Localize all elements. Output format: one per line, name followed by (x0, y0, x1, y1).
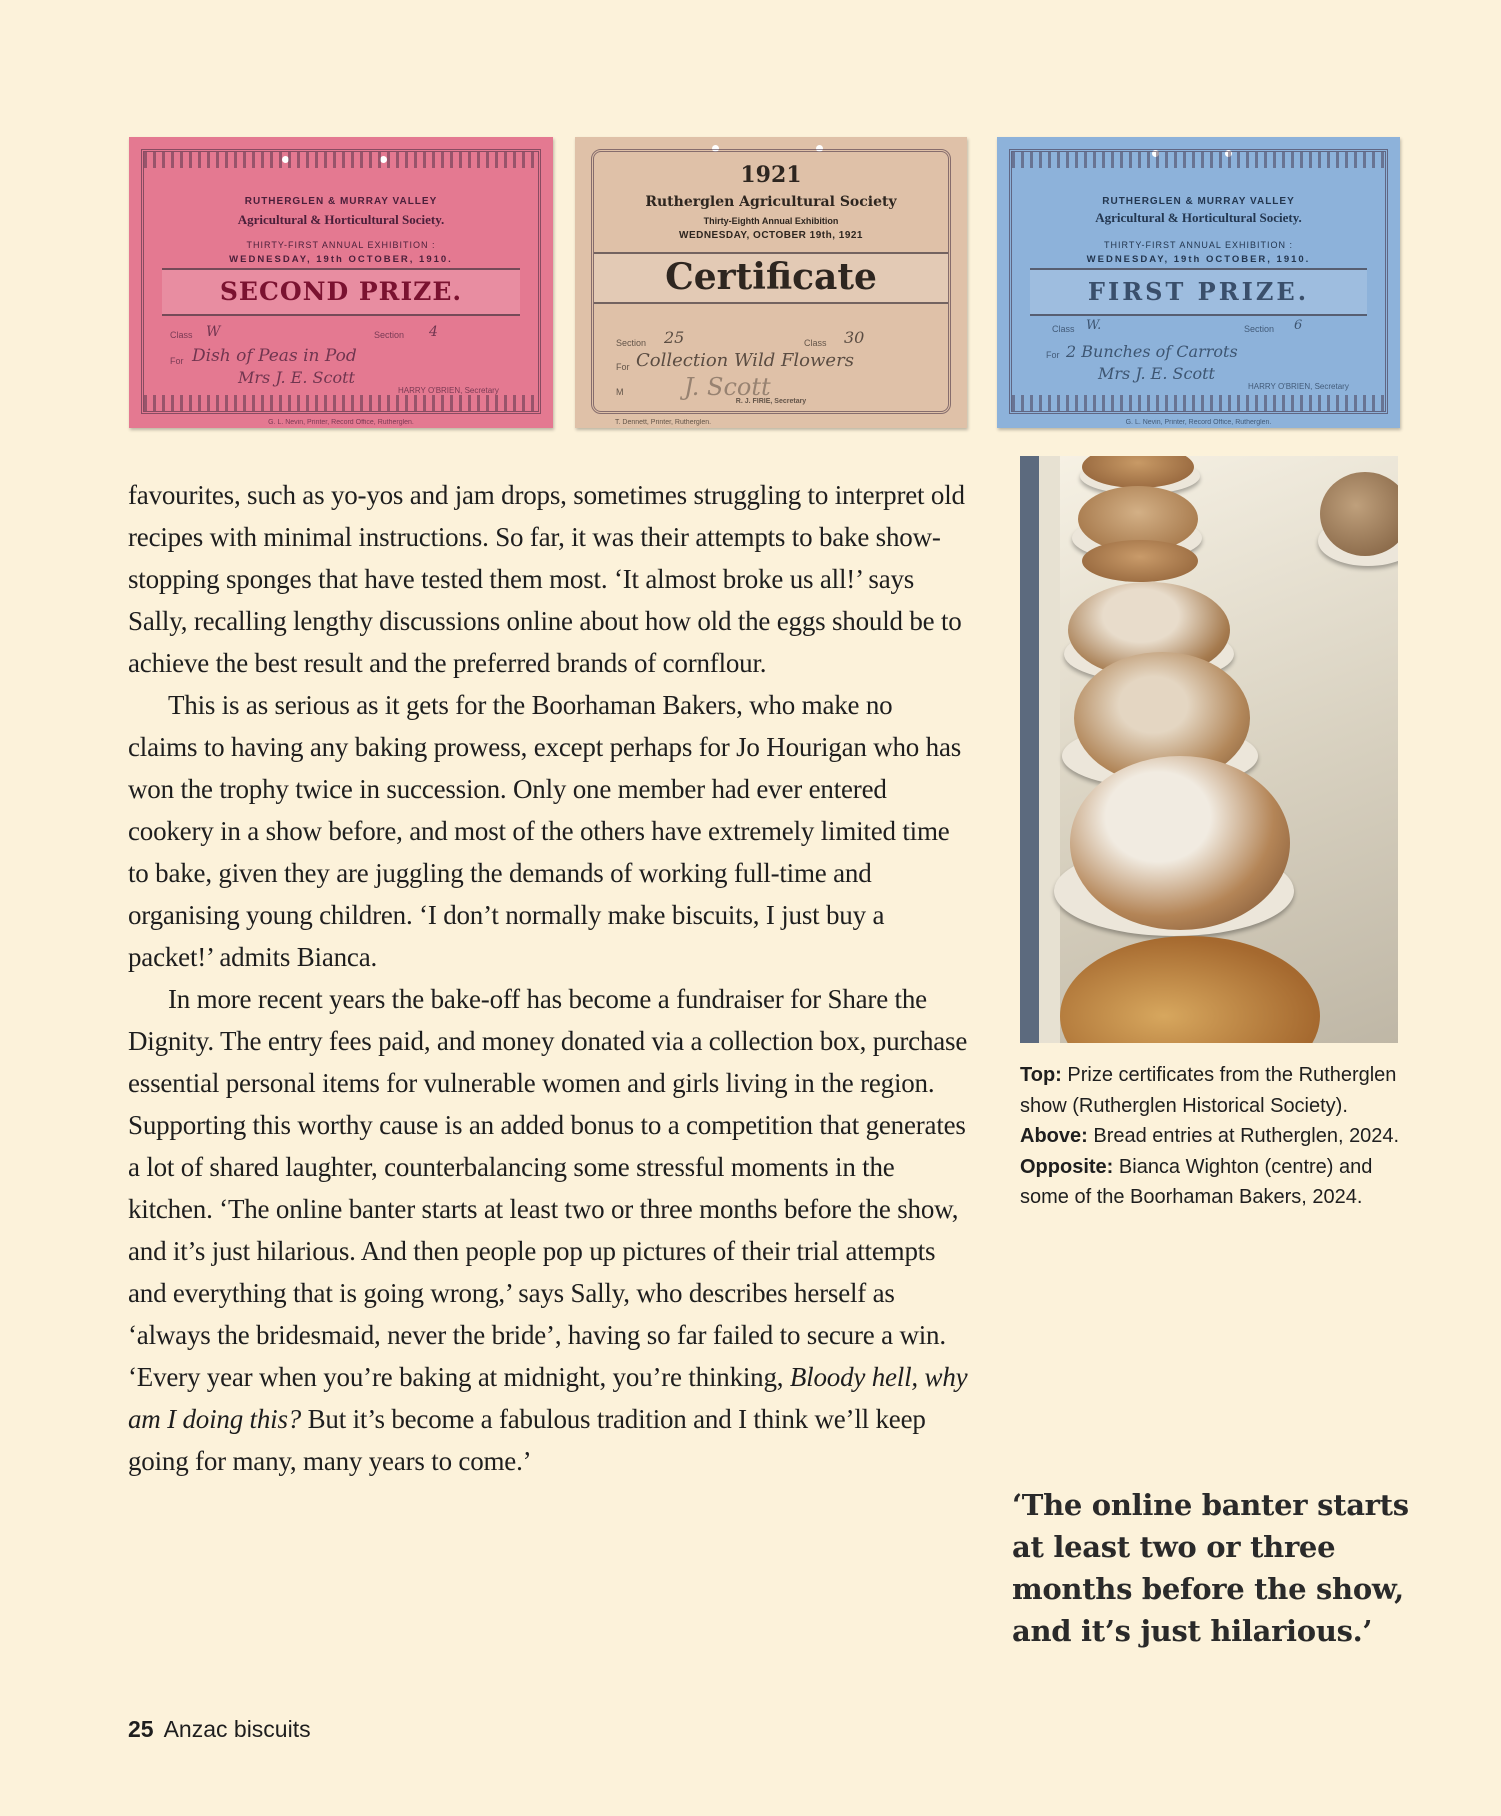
certificate-border (141, 149, 541, 414)
photo-caption (1020, 1060, 1400, 1213)
ornamental-band (144, 395, 538, 411)
prize-title: SECOND PRIZE. (219, 277, 463, 306)
printer-credit: G. L. Nevin, Printer, Record Office, Rutherglen. (1125, 419, 1272, 426)
prize-banner (1030, 268, 1367, 316)
paragraph-text: In more recent years the bake-off has become a fundraiser for Share the Dignity. The entry fees paid, and money donated via a collection box, purchase essential personal items for vulnerable women and girls living in the region. Supporting this worthy cause is an added bonus to a competition that generates a lot of shared laughter, counterbalancing some stressful moments in the kitchen. ‘The online banter starts at least two or three months before the show, and it’s just hilarious. And then people pop up pictures of their trial attempts and everything that is going wrong,’ says Sally, who describes herself as ‘always the bridesmaid, never the bride’, having so far failed to secure a win. ‘Every year when you’re baking at midnight, you’re thinking, (128, 984, 968, 1392)
for-value: 2 Bunches of Carrots (1066, 342, 1238, 361)
section-title: Anzac biscuits (163, 1716, 311, 1742)
paragraph-text: But it’s become a fabulous tradition and I think we’ll keep going for many, many years to come.’ (128, 1404, 926, 1476)
cert-society-line2: Agricultural & Horticultural Society. (1095, 210, 1302, 225)
m-label: M (616, 387, 624, 397)
bread-entries-photo (1020, 456, 1398, 1043)
title-banner (594, 252, 948, 304)
paragraph: favourites, such as yo-yos and jam drops, sometimes struggling to interpret old recipes with minimal instructions. So far, it was their attempts to bake show-stopping sponges that have tested them most. ‘It almost broke us all!’ says Sally, recalling lengthy discussions online about how old the eggs should be to achieve the best result and the preferred brands of cornflour. (128, 480, 965, 678)
for-label: For (170, 356, 184, 366)
class-value: W (206, 324, 221, 340)
certificate-border (1009, 149, 1388, 414)
cert-year: 1921 (740, 162, 802, 188)
cert-society-line1: RUTHERGLEN & MURRAY VALLEY (1102, 196, 1295, 207)
paragraph-italic-text: Bloody hell, why am I doing this? (128, 1362, 968, 1434)
section-value: 4 (429, 324, 438, 340)
winner-name: J. Scott (684, 373, 771, 401)
caption-text: Bread entries at Rutherglen, 2024. (1093, 1125, 1400, 1147)
winner-name: Mrs J. E. Scott (238, 368, 355, 387)
cert-date: WEDNESDAY, 19th OCTOBER, 1910. (229, 254, 453, 265)
winner-name: Mrs J. E. Scott (1098, 364, 1215, 383)
prize-title: FIRST PRIZE. (1087, 277, 1310, 306)
caption-label: Top: (1020, 1064, 1062, 1086)
secretary: HARRY O'BRIEN, Secretary (398, 386, 499, 395)
for-value: Dish of Peas in Pod (192, 346, 357, 366)
cert-society-line1: RUTHERGLEN & MURRAY VALLEY (244, 196, 438, 207)
caption-text: Bianca Wighton (centre) and some of the Boorhaman Bakers, 2024. (1020, 1155, 1373, 1208)
caption-text: Prize certificates from the Rutherglen show (Rutherglen Historical Society). (1020, 1064, 1397, 1117)
cert-date: WEDNESDAY, OCTOBER 19th, 1921 (679, 230, 863, 241)
ornamental-band (1012, 395, 1385, 411)
class-value: 30 (844, 328, 865, 347)
cert-exhibition: Thirty-Eighth Annual Exhibition (703, 216, 839, 226)
ornamental-band (144, 152, 538, 168)
for-label: For (1046, 350, 1060, 360)
pull-quote: ‘The online banter starts at least two or three months before the show, and it’s just hilarious.’ (1012, 1488, 1409, 1648)
secretary: R. J. FIRIE, Secretary (735, 398, 807, 405)
ornamental-band (1012, 152, 1385, 168)
article-body (128, 474, 968, 1482)
cert-exhibition: THIRTY-FIRST ANNUAL EXHIBITION : (246, 240, 436, 250)
secretary: HARRY O'BRIEN, Secretary (1248, 382, 1349, 391)
certificate-1921 (575, 137, 967, 428)
caption-label: Opposite: (1020, 1155, 1114, 1178)
section-label: Section (616, 338, 647, 348)
certificate-second-prize (129, 137, 553, 428)
class-label: Class (804, 338, 827, 348)
printer-credit: T. Dennett, Printer, Rutherglen. (615, 419, 712, 426)
bread-loaf (1082, 540, 1198, 582)
page-footer (128, 1716, 311, 1743)
section-value: 6 (1294, 318, 1303, 333)
cert-title: Certificate (665, 256, 877, 298)
printer-credit: G. L. Nevin, Printer, Record Office, Rutherglen. (268, 419, 414, 426)
bread-loaf (1070, 756, 1290, 930)
certificate-first-prize (997, 137, 1400, 428)
certificate-border (591, 149, 951, 414)
class-label: Class (170, 330, 193, 340)
class-label: Class (1052, 324, 1075, 334)
section-label: Section (374, 330, 405, 340)
cert-society: Rutherglen Agricultural Society (645, 194, 897, 210)
page-number: 25 (128, 1716, 154, 1742)
class-value: W. (1086, 318, 1102, 333)
caption-label: Above: (1020, 1125, 1088, 1147)
cert-society-line2: Agricultural & Horticultural Society. (237, 212, 445, 227)
section-value: 25 (664, 328, 685, 347)
section-label: Section (1244, 324, 1275, 334)
for-value: Collection Wild Flowers (636, 350, 854, 371)
paragraph: This is as serious as it gets for the Boorhaman Bakers, who make no claims to having any baking prowess, except perhaps for Jo Hourigan who has won the trophy twice in succession. Only one member had ever entered cookery in a show before, and most of the others have extremely limited time to bake, given they are juggling the demands of working full-time and organising young children. ‘I don’t normally make biscuits, I just buy a packet!’ admits Bianca. (128, 690, 962, 972)
cert-date: WEDNESDAY, 19th OCTOBER, 1910. (1086, 254, 1311, 265)
prize-banner (162, 268, 520, 316)
cert-exhibition: THIRTY-FIRST ANNUAL EXHIBITION : (1103, 240, 1294, 250)
paragraph (128, 978, 968, 1482)
for-label: For (616, 362, 630, 372)
